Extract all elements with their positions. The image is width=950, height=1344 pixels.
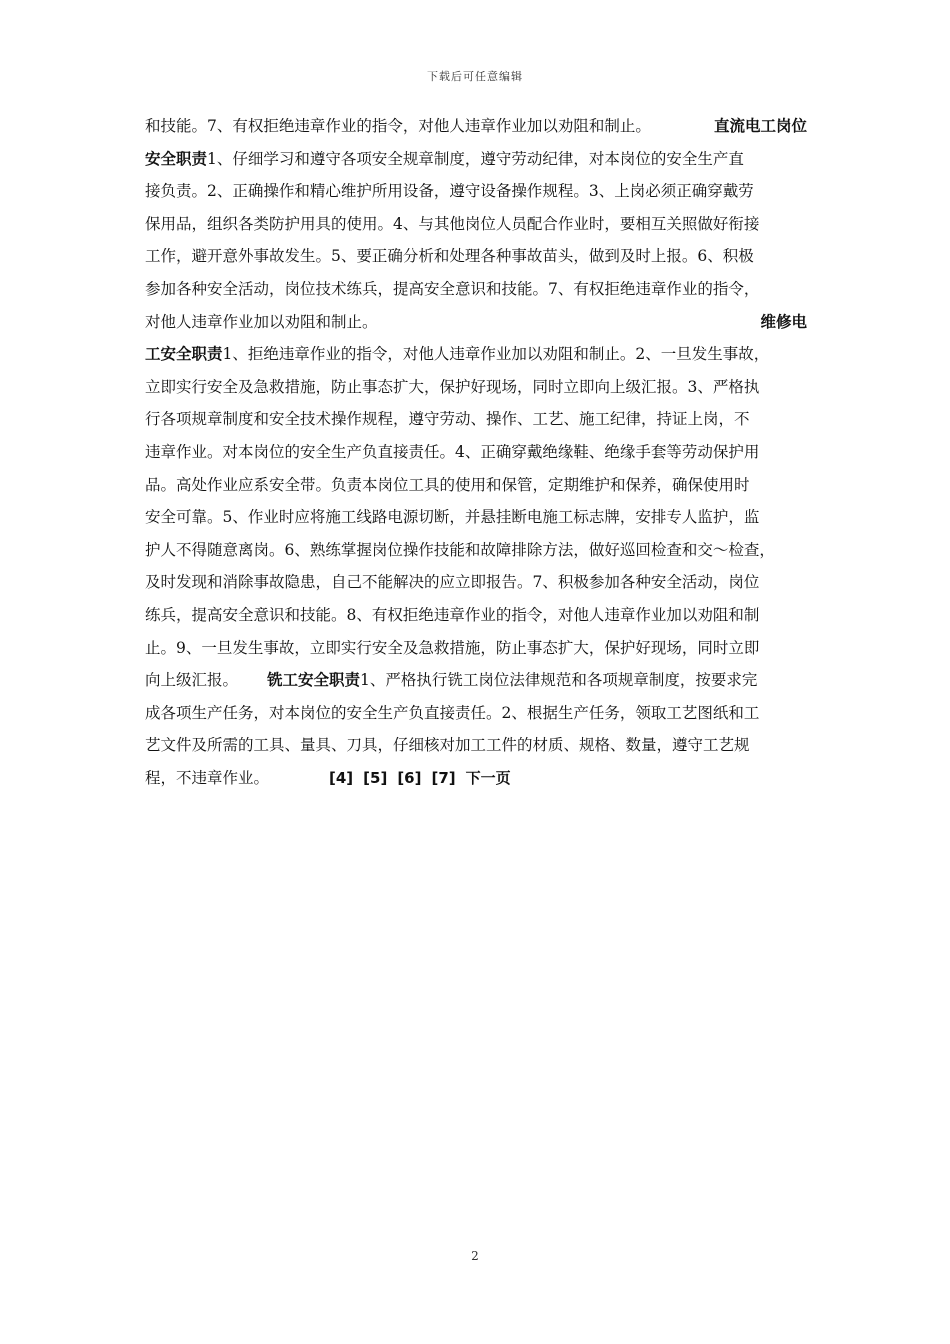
line-text: 接负责。2、正确操作和精心维护所用设备，遵守设备操作规程。3、上岗必须正确穿戴劳 [145, 182, 754, 201]
text-line-16 [145, 603, 813, 636]
text-line-6 [145, 277, 813, 310]
section-heading-dc-electrician-cont: 安全职责 [145, 149, 208, 168]
line-text: 违章作业。对本岗位的安全生产负直接责任。4、正确穿戴绝缘鞋、绝缘手套等劳动保护用 [145, 442, 760, 461]
document-body [145, 114, 813, 798]
text-line-3 [145, 179, 813, 212]
line-text: 行各项规章制度和安全技术操作规程，遵守劳动、操作、工艺、施工纪律，持证上岗，不 [145, 410, 750, 429]
text-line-4 [145, 212, 813, 245]
line-text: 品。高处作业应系安全带。负责本岗位工具的使用和保管，定期维护和保养，确保使用时 [145, 475, 750, 494]
text-line-2 [145, 147, 813, 180]
line-text: 及时发现和消除事故隐患，自己不能解决的应立即报告。7、积极参加各种安全活动，岗位 [145, 573, 760, 592]
line-text: 对他人违章作业加以劝阻和制止。 [145, 312, 378, 331]
text-line-15 [145, 570, 813, 603]
line-text: 艺文件及所需的工具、量具、刀具，仔细核对加工工件的材质、规格、数量，遵守工艺规 [145, 736, 750, 755]
text-line-12 [145, 473, 813, 506]
pagination [269, 769, 511, 787]
line-text: 和技能。7、有权拒绝违章作业的指令，对他人违章作业加以劝阻和制止。 [145, 117, 651, 135]
page-link-4[interactable]: [4] [329, 768, 354, 787]
line-text: 1、拒绝违章作业的指令，对他人违章作业加以劝阻和制止。2、一旦发生事故， [222, 345, 770, 364]
page-link-7[interactable]: [7] [431, 768, 456, 787]
text-line-10 [145, 407, 813, 440]
page-number: 2 [471, 1249, 479, 1263]
line-text: 保用品，组织各类防护用具的使用。4、与其他岗位人员配合作业时，要相互关照做好衔接 [145, 214, 760, 233]
page-link-6[interactable]: [6] [397, 768, 422, 787]
text-line-21 [145, 766, 813, 799]
line-text: 工作，避开意外事故发生。5、要正确分析和处理各种事故苗头，做到及时上报。6、积极 [145, 247, 754, 266]
line-text: 程，不违章作业。 [145, 768, 270, 787]
page-header: 下载后可任意编辑 [427, 70, 523, 83]
text-line-8 [145, 342, 813, 375]
section-heading-maintenance-electrician: 维修电 [760, 312, 807, 331]
text-line-11 [145, 440, 813, 473]
line-text: 立即实行安全及急救措施，防止事态扩大，保护好现场，同时立即向上级汇报。3、严格执 [145, 377, 760, 396]
text-line-13 [145, 505, 813, 538]
text-line-17 [145, 636, 813, 669]
line-text: 参加各种安全活动，岗位技术练兵，提高安全意识和技能。7、有权拒绝违章作业的指令， [145, 279, 760, 298]
text-line-9 [145, 375, 813, 408]
line-text: 练兵，提高安全意识和技能。8、有权拒绝违章作业的指令，对他人违章作业加以劝阻和制 [145, 605, 760, 624]
text-line-7 [145, 310, 813, 343]
line-text: 1、严格执行铣工岗位法律规范和各项规章制度，按要求完 [359, 671, 758, 690]
next-page-link[interactable]: 下一页 [465, 768, 511, 787]
text-line-20 [145, 733, 813, 766]
line-text: 安全可靠。5、作业时应将施工线路电源切断，并悬挂断电施工标志牌，安排专人监护，监 [145, 508, 760, 527]
text-line-19 [145, 701, 813, 734]
line-text: 止。9、一旦发生事故，立即实行安全及急救措施，防止事态扩大，保护好现场，同时立即 [145, 638, 760, 657]
section-heading-milling: 铣工安全职责 [266, 671, 360, 690]
text-line-18 [145, 668, 813, 701]
line-text: 护人不得随意离岗。6、熟练掌握岗位操作技能和故障排除方法，做好巡回检查和交～检查， [145, 540, 775, 559]
line-text: 1、仔细学习和遵守各项安全规章制度，遵守劳动纪律，对本岗位的安全生产直 [207, 149, 744, 168]
text-line-14 [145, 538, 813, 571]
line-text: 向上级汇报。 [145, 671, 239, 690]
page-link-5[interactable]: [5] [363, 768, 388, 787]
section-heading-maintenance-electrician-cont: 工安全职责 [145, 345, 223, 364]
section-heading-dc-electrician: 直流电工岗位 [713, 117, 807, 135]
text-line-5 [145, 244, 813, 277]
text-line-1 [145, 114, 813, 147]
line-text: 成各项生产任务，对本岗位的安全生产负直接责任。2、根据生产任务，领取工艺图纸和工 [145, 703, 760, 722]
